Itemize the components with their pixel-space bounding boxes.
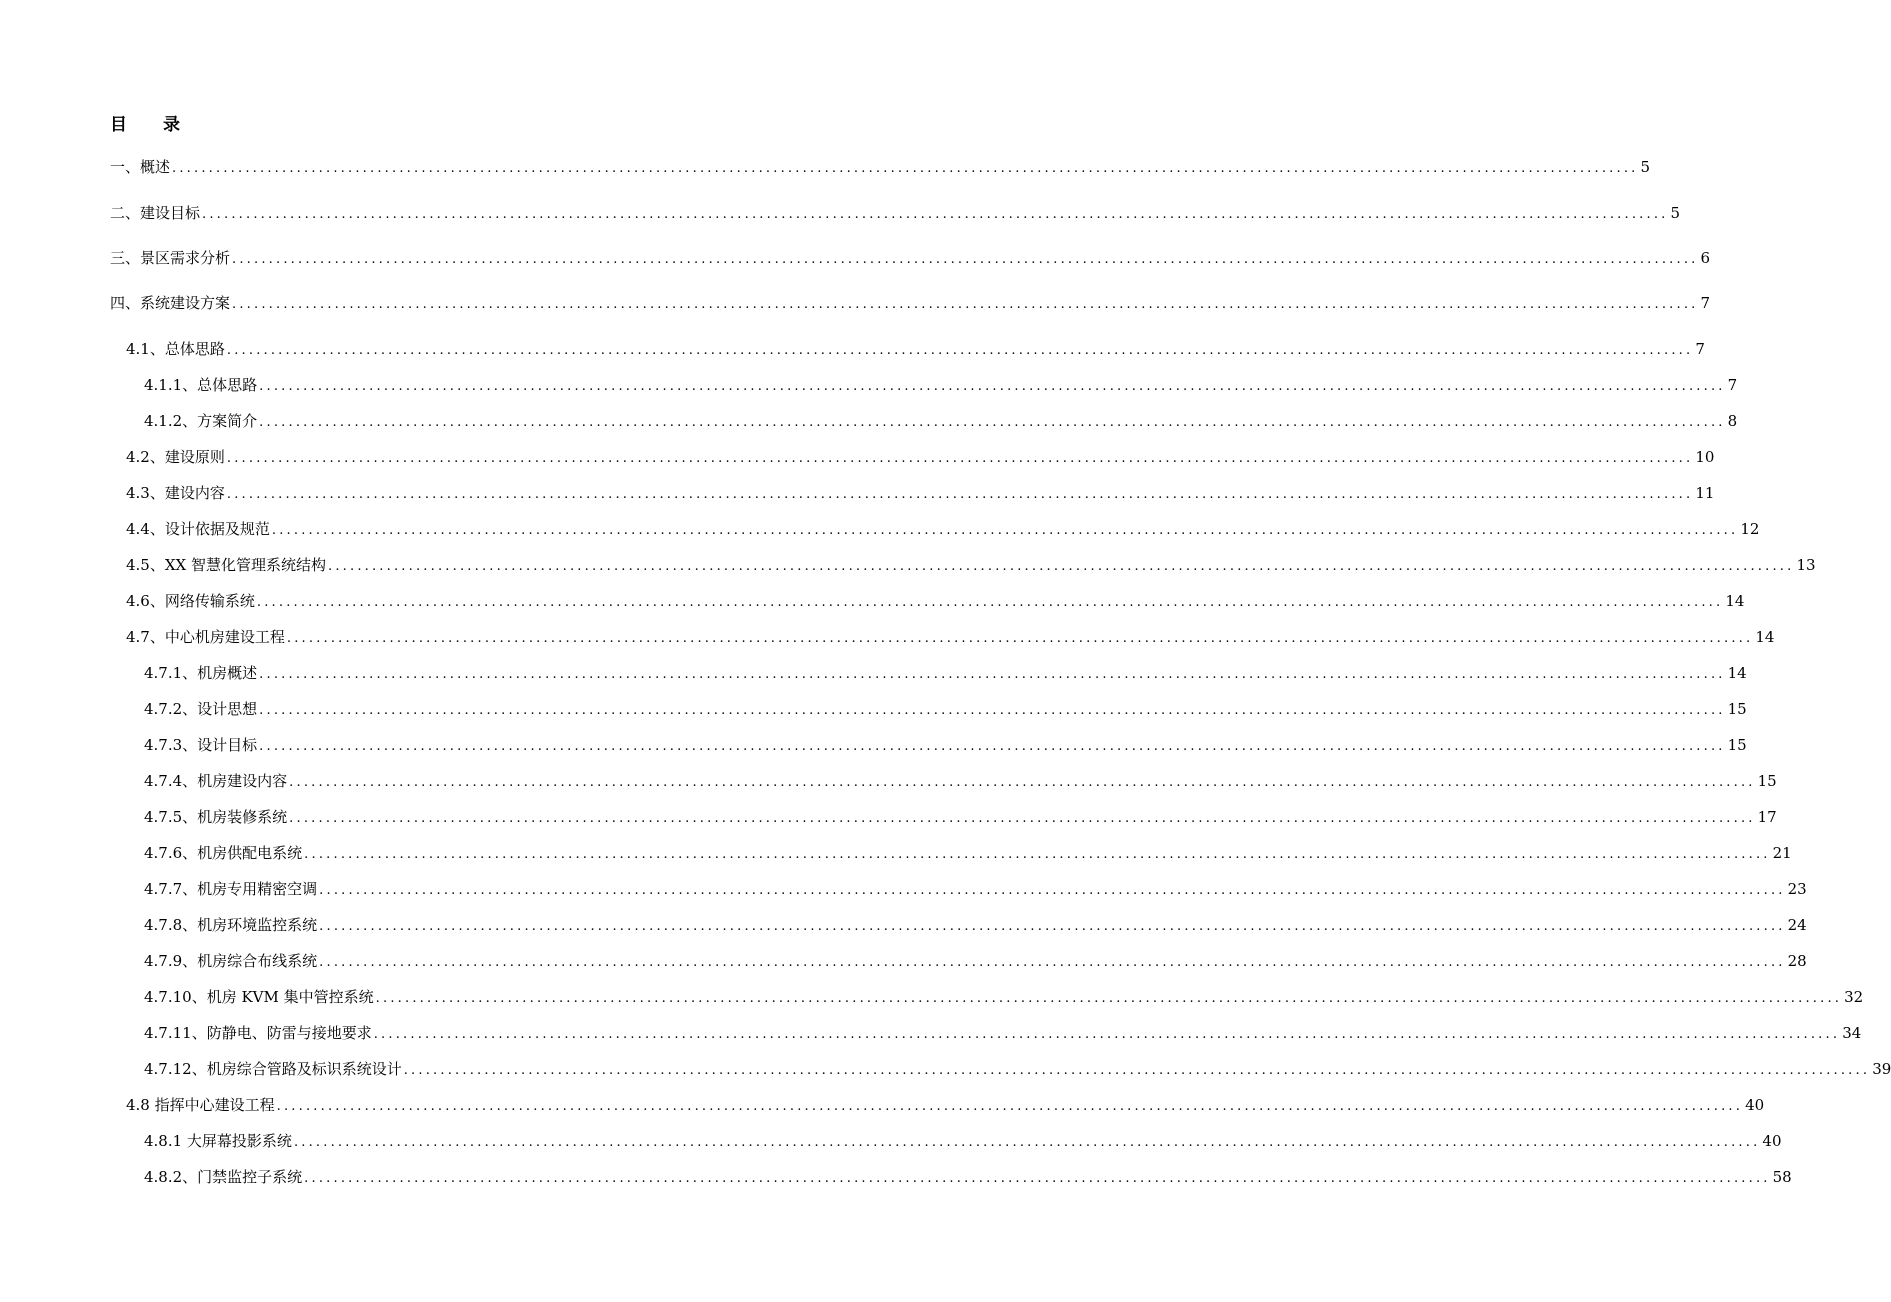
toc-entry-page: 21 <box>1772 844 1792 862</box>
toc-title-right: 录 <box>163 115 180 135</box>
toc-entry[interactable] <box>144 1167 1792 1189</box>
toc-entry-page: 32 <box>1844 988 1864 1006</box>
toc-entry-label: 4.7.2、设计思想 <box>144 700 258 718</box>
toc-dot-leader: ........................................................................................................................................................................................................ <box>232 297 1699 312</box>
toc-dot-leader: ........................................................................................................................................................................................................ <box>289 811 1756 826</box>
toc-dot-leader: ........................................................................................................................................................................................................ <box>304 1171 1771 1186</box>
toc-dot-leader: ........................................................................................................................................................................................................ <box>202 207 1669 222</box>
toc-entry-label: 4.7.11、防静电、防雷与接地要求 <box>144 1024 372 1042</box>
toc-entry-label: 4.2、建设原则 <box>126 448 225 466</box>
toc-entry-label: 4.7.1、机房概述 <box>144 664 258 682</box>
toc-entry[interactable] <box>110 293 1711 315</box>
toc-dot-leader: ........................................................................................................................................................................................................ <box>226 487 1694 502</box>
toc-dot-leader: ........................................................................................................................................................................................................ <box>276 1099 1744 1114</box>
toc-entry-label: 三、景区需求分析 <box>110 249 231 267</box>
toc-entry-page: 15 <box>1727 700 1747 718</box>
toc-entry[interactable] <box>144 915 1807 937</box>
toc-entry-label: 4.6、网络传输系统 <box>126 592 255 610</box>
toc-entry-page: 15 <box>1757 772 1777 790</box>
toc-entry-label: 4.1、总体思路 <box>126 340 225 358</box>
toc-entry-label: 四、系统建设方案 <box>110 294 231 312</box>
toc-entry-page: 14 <box>1727 664 1747 682</box>
toc-entry[interactable] <box>144 807 1777 829</box>
toc-entry-label: 4.5、XX 智慧化管理系统结构 <box>126 556 326 574</box>
toc-dot-leader: ........................................................................................................................................................................................................ <box>256 595 1724 610</box>
toc-dot-leader: ........................................................................................................................................................................................................ <box>286 631 1754 646</box>
toc-entry-page: 13 <box>1796 556 1816 574</box>
toc-dot-leader: ........................................................................................................................................................................................................ <box>319 883 1786 898</box>
toc-entry-label: 二、建设目标 <box>110 204 201 222</box>
toc-entry-page: 17 <box>1757 808 1777 826</box>
toc-dot-leader: ........................................................................................................................................................................................................ <box>403 1063 1871 1078</box>
toc-entry-label: 4.1.1、总体思路 <box>144 376 258 394</box>
toc-entry-page: 28 <box>1787 952 1807 970</box>
toc-entry-label: 4.7.9、机房综合布线系统 <box>144 952 318 970</box>
toc-dot-leader: ........................................................................................................................................................................................................ <box>232 252 1699 267</box>
toc-entry-label: 4.7.4、机房建设内容 <box>144 772 288 790</box>
toc-title-left: 目 <box>110 115 127 135</box>
toc-dot-leader: ........................................................................................................................................................................................................ <box>319 955 1786 970</box>
toc-entry-page: 11 <box>1695 484 1715 502</box>
toc-entry-label: 4.8 指挥中心建设工程 <box>126 1096 275 1114</box>
toc-dot-leader: ........................................................................................................................................................................................................ <box>319 919 1786 934</box>
toc-entry-page: 6 <box>1700 249 1711 267</box>
toc-entry-label: 4.7.7、机房专用精密空调 <box>144 880 318 898</box>
toc-entry[interactable] <box>144 1023 1862 1045</box>
toc-entry[interactable] <box>110 203 1681 225</box>
toc-entry-label: 4.1.2、方案简介 <box>144 412 258 430</box>
toc-entry-page: 7 <box>1695 340 1705 358</box>
toc-entry-label: 4.3、建设内容 <box>126 484 225 502</box>
toc-entry-label: 4.7.8、机房环境监控系统 <box>144 916 318 934</box>
toc-dot-leader: ........................................................................................................................................................................................................ <box>271 523 1739 538</box>
toc-entry[interactable] <box>126 1095 1765 1117</box>
toc-entry-label: 一、概述 <box>110 158 171 176</box>
toc-entry[interactable] <box>144 843 1792 865</box>
toc-entry[interactable] <box>126 627 1775 649</box>
toc-entry[interactable] <box>144 951 1807 973</box>
toc-entry-page: 8 <box>1727 412 1738 430</box>
toc-entry-page: 23 <box>1787 880 1807 898</box>
toc-entry-page: 58 <box>1772 1168 1792 1186</box>
toc-entry-label: 4.7.5、机房装修系统 <box>144 808 288 826</box>
toc-entry-page: 10 <box>1695 448 1715 466</box>
toc-entry[interactable] <box>144 879 1807 901</box>
toc-entry-page: 5 <box>1670 204 1681 222</box>
toc-entry[interactable] <box>144 411 1738 433</box>
toc-entry[interactable] <box>126 339 1705 361</box>
toc-dot-leader: ........................................................................................................................................................................................................ <box>226 451 1694 466</box>
toc-dot-leader: ........................................................................................................................................................................................................ <box>259 667 1726 682</box>
toc-entry-label: 4.7.6、机房供配电系统 <box>144 844 303 862</box>
toc-entry-page: 14 <box>1755 628 1775 646</box>
toc-entry[interactable] <box>144 663 1747 685</box>
toc-entry[interactable] <box>144 375 1738 397</box>
toc-entry-label: 4.7.3、设计目标 <box>144 736 258 754</box>
toc-entry[interactable] <box>126 483 1715 505</box>
toc-entry-label: 4.8.1 大屏幕投影系统 <box>144 1132 292 1150</box>
toc-entry-page: 40 <box>1762 1132 1782 1150</box>
toc-title <box>110 110 180 135</box>
toc-entry-label: 4.7.10、机房 KVM 集中管控系统 <box>144 988 374 1006</box>
toc-entry[interactable] <box>126 519 1760 541</box>
toc-entry-page: 14 <box>1725 592 1745 610</box>
toc-entry[interactable] <box>144 1059 1891 1081</box>
toc-entry-page: 15 <box>1727 736 1747 754</box>
toc-entry-page: 5 <box>1640 158 1651 176</box>
toc-dot-leader: ........................................................................................................................................................................................................ <box>259 379 1726 394</box>
toc-dot-leader: ........................................................................................................................................................................................................ <box>259 415 1726 430</box>
toc-entry-label: 4.4、设计依据及规范 <box>126 520 270 538</box>
toc-dot-leader: ........................................................................................................................................................................................................ <box>293 1135 1761 1150</box>
toc-entry-page: 24 <box>1787 916 1807 934</box>
toc-entry[interactable] <box>126 555 1816 577</box>
toc-entry-page: 34 <box>1842 1024 1862 1042</box>
toc-dot-leader: ........................................................................................................................................................................................................ <box>172 161 1639 176</box>
toc-entry[interactable] <box>144 987 1864 1009</box>
toc-dot-leader: ........................................................................................................................................................................................................ <box>304 847 1771 862</box>
toc-dot-leader: ........................................................................................................................................................................................................ <box>259 703 1726 718</box>
toc-entry[interactable] <box>144 699 1747 721</box>
toc-dot-leader: ........................................................................................................................................................................................................ <box>289 775 1756 790</box>
toc-entry[interactable] <box>144 771 1777 793</box>
toc-entry[interactable] <box>126 447 1715 469</box>
toc-entry-label: 4.7、中心机房建设工程 <box>126 628 285 646</box>
toc-dot-leader: ........................................................................................................................................................................................................ <box>373 1027 1841 1042</box>
toc-dot-leader: ........................................................................................................................................................................................................ <box>327 559 1795 574</box>
toc-entry-label: 4.8.2、门禁监控子系统 <box>144 1168 303 1186</box>
toc-dot-leader: ........................................................................................................................................................................................................ <box>259 739 1726 754</box>
toc-entry-page: 7 <box>1727 376 1738 394</box>
toc-entry-page: 40 <box>1745 1096 1765 1114</box>
toc-entry[interactable] <box>110 248 1711 270</box>
toc-dot-leader: ........................................................................................................................................................................................................ <box>226 343 1694 358</box>
toc-entry-page: 7 <box>1700 294 1711 312</box>
toc-entry[interactable] <box>126 591 1745 613</box>
toc-entry[interactable] <box>144 1131 1782 1153</box>
toc-entry[interactable] <box>144 735 1747 757</box>
toc-entry[interactable] <box>110 157 1651 179</box>
toc-entry-label: 4.7.12、机房综合管路及标识系统设计 <box>144 1060 402 1078</box>
toc-entry-page: 39 <box>1872 1060 1891 1078</box>
toc-entry-page: 12 <box>1740 520 1760 538</box>
toc-dot-leader: ........................................................................................................................................................................................................ <box>375 991 1843 1006</box>
